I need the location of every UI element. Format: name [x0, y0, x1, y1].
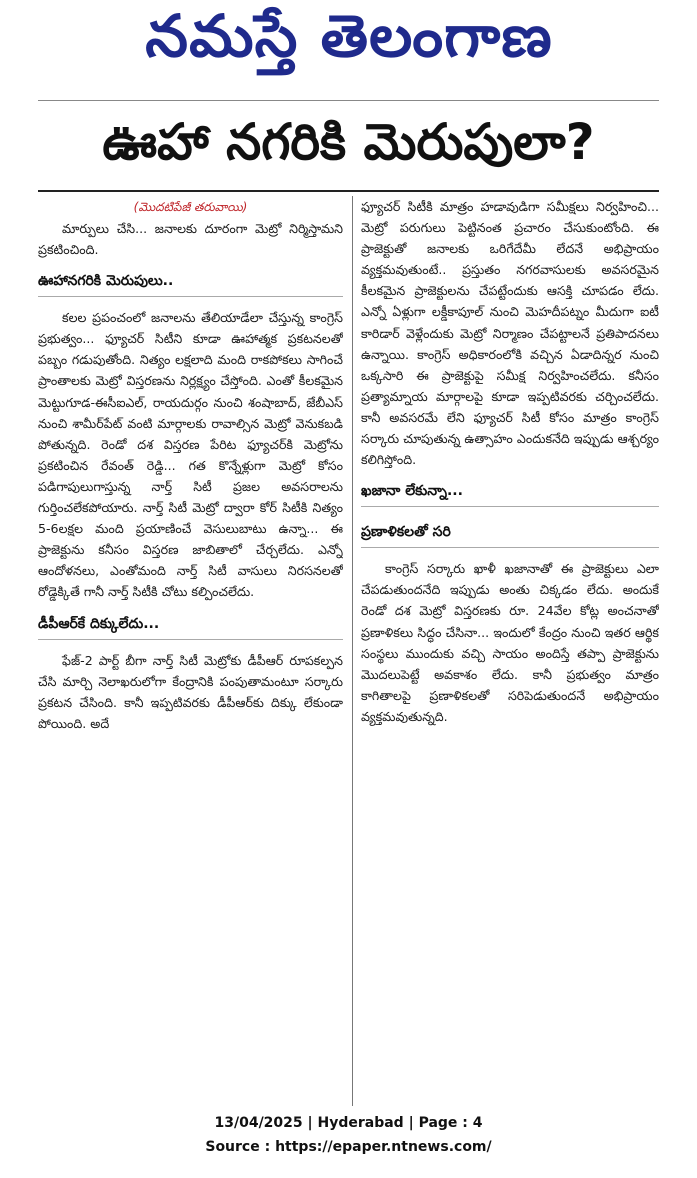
subheading: డీపీఆర్‌కే దిక్కులేదు... — [38, 609, 343, 640]
continued-label: (మొదటిపేజీ తరువాయి) — [133, 200, 248, 214]
body-paragraph: కలల ప్రపంచంలో జనాలను తేలియాడేలా చేస్తున్న కాంగ్రెస్ ప్రభుత్వం... ఫ్యూచర్ సిటీని కూడా ఊహాత్మక ప్రకటనలతో పబ్బం గడుపుతోంది. నిత్యం లక్షలాది మంది రాకపోకలు సాగించే ప్రాంతాలకు మెట్రో విస్తరణను నిర్లక్ష్యం చేస్తోంది. ఎంతో కీలకమైన మెట్టుగూడ-ఈసీఐఎల్, రాయదుర్గం నుంచి శంషాబాద్, జేబీఎస్ నుంచి శామీర్‌పేట్ వంటి మార్గాలకు రావాల్సిన మెట్రో వెనుకబడి పోతున్నది. రెండో దశ విస్తరణ పేరిట ఫ్యూచర్‌కి మెట్రోను ప్రకటించిన రేవంత్ రెడ్డి... గత కొన్నేళ్లుగా మెట్రో కోసం పడిగాపులుగాస్తున్న నార్త్ సిటీ ప్రజల అవసరాలను గుర్తించలేకపోయారు. నార్త్ సిటీ మెట్రో ద్వారా కోర్ సిటీకి నిత్యం 5-6లక్షల మంది ప్రయాణించే వెసులుబాటు ఉన్నా... ఈ ప్రాజెక్టును కనీసం విస్తరణ జాబితాలో చేర్చలేదు. ఎన్నో ఆందోళనలు, ఎంతోమంది నార్త్ సిటీ వాసులు నిరసనలతో రోడ్డెక్కితే గానీ నార్త్ సిటీకి చోటు కల్పించలేదు. — [38, 310, 343, 600]
article-headline: ఊహా నగరికి మెరుపులా? — [102, 112, 595, 171]
left-column — [38, 196, 343, 1110]
top-divider — [38, 100, 659, 101]
footer-source-line: Source : https://epaper.ntnews.com/ — [205, 1139, 492, 1155]
intro-paragraph: మార్పులు చేసి... జనాలకు దూరంగా మెట్రో నిర్మిస్తామని ప్రకటించింది. — [38, 221, 343, 258]
body-paragraph: ఫేజ్-2 పార్ట్ బీగా నార్త్ సిటీ మెట్రోకు డీపీఆర్ రూపకల్పన చేసి మార్చి నెలాఖరులోగా కేంద్రానికి పంపుతామంటూ సర్కారు ప్రకటన చేసింది. కానీ ఇప్పటివరకు డీపీఆర్‌కు దిక్కు లేకుండా పోయింది. అదే — [38, 652, 343, 731]
body-paragraph: ఫ్యూచర్ సిటీకి మాత్రం హడావుడిగా సమీక్షలు నిర్వహించి... మెట్రో పరుగులు పెట్టినంత ప్రచారం చేసుకుంటోంది. ఈ ప్రాజెక్టుతో జనాలకు ఒరిగేదేమీ లేదనే అభిప్రాయం వ్యక్తమవుతుంటే.. ప్రస్తుతం నగరవాసులకు అవసరమైన కీలకమైన ప్రాజెక్టులను చేపట్టేందుకు ఆసక్తి చూపడం లేదు. ఎన్నో ఏళ్లుగా లక్డీకాపూల్ నుంచి మెహదీపట్నం మీదుగా ఐటీ కారిడార్ వెళ్లేందుకు మెట్రో నిర్మాణం చేపట్టాలనే ప్రతిపాదనలు ఉన్నాయి. కాంగ్రెస్ అధికారంలోకి వచ్చిన ఏడాదిన్నర నుంచి ఒక్కసారి ఈ ప్రాజెక్టుపై సమీక్ష నిర్వహించలేదు. కనీసం ప్రత్యామ్నాయ మార్గాలపై కూడా ఇప్పటివరకు చర్చించలేదు. కానీ అవసరమే లేని ఫ్యూచర్ సిటీ కోసం మాత్రం కాంగ్రెస్ సర్కారు చూపుతున్న ఉత్సాహం ఎందుకనేది ఇప్పుడు ఆశ్చర్యం కలిగిస్తోంది. — [361, 199, 659, 468]
masthead — [0, 0, 697, 86]
footer-date-line: 13/04/2025 | Hyderabad | Page : 4 — [214, 1115, 483, 1131]
newspaper-logo: నమస్తే తెలంగాణ — [144, 1, 553, 70]
column-divider — [352, 196, 353, 1106]
subheading: ఖజానా లేకున్నా... — [361, 476, 659, 507]
right-column — [361, 196, 659, 1110]
subheading: ప్రణాళికలతో సరి — [361, 517, 659, 548]
headline-divider — [38, 190, 659, 192]
subheading: ఊహానగరికి మెరుపులు.. — [38, 266, 343, 297]
body-paragraph: కాంగ్రెస్ సర్కారు ఖాళీ ఖజానాతో ఈ ప్రాజెక్టులు ఎలా చేపడుతుందనేది ఇప్పుడు అంతు చిక్కడం లేదు. అందుకే రెండో దశ మెట్రో విస్తరణకు రూ. 24వేల కోట్ల అంచనాతో ప్రణాళికలు సిద్ధం చేసినా... ఇందులో కేంద్రం నుంచి ఇతర ఆర్థిక సంస్థలు ముందుకు వచ్చి సాయం అందిస్తే తప్పా ప్రాజెక్టును మొదలుపెట్టే అవకాశం లేదు. కానీ ప్రభుత్వం మాత్రం కాగితాలపై ప్రణాళికలతో సరిపెడుతుందనే అభిప్రాయం వ్యక్తమవుతున్నది. — [361, 561, 659, 724]
